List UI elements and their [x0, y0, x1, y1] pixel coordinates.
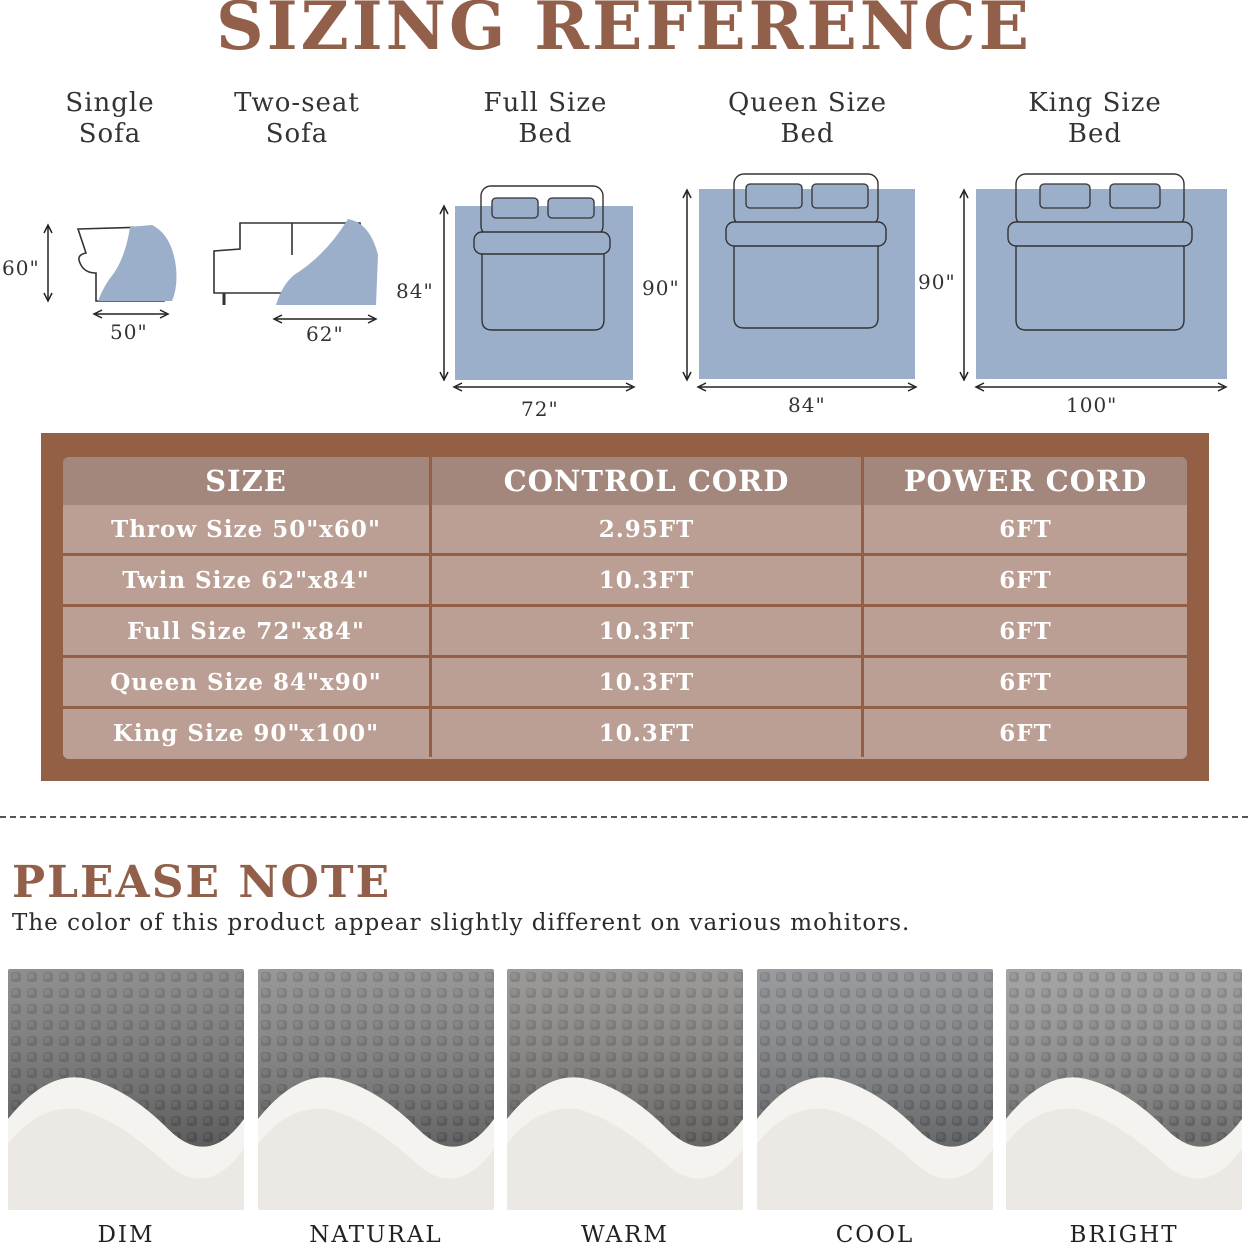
- table-cell: Throw Size 50"x60": [63, 505, 429, 553]
- table-cell: 10.3FT: [429, 709, 861, 757]
- table-cell: King Size 90"x100": [63, 709, 429, 757]
- label-single-sofa: [30, 88, 190, 150]
- swatch-label: DIM: [97, 1222, 155, 1248]
- king-bed-height: 90": [918, 270, 956, 294]
- header-power-cord: POWER CORD: [861, 457, 1187, 505]
- swatch-label: WARM: [581, 1222, 669, 1248]
- label-full-bed: [458, 88, 633, 150]
- two-seat-sofa-width: 62": [306, 322, 344, 346]
- blanket-image: [507, 969, 743, 1210]
- full-bed-height: 84": [396, 279, 434, 303]
- table-row: [63, 658, 1187, 706]
- label-line: Single: [65, 88, 155, 118]
- full-bed-icon: [430, 180, 640, 395]
- full-bed-width: 72": [521, 397, 559, 421]
- table-row: [63, 607, 1187, 655]
- swatch-dim: [8, 969, 244, 1210]
- table-cell: 2.95FT: [429, 505, 861, 553]
- table-cell: Queen Size 84"x90": [63, 658, 429, 706]
- swatch-label: BRIGHT: [1069, 1222, 1179, 1248]
- table-cell: Twin Size 62"x84": [63, 556, 429, 604]
- single-sofa-height: 60": [2, 256, 40, 280]
- table-cell: 10.3FT: [429, 556, 861, 604]
- page-title: SIZING REFERENCE: [216, 0, 1032, 65]
- swatch-cool: [757, 969, 993, 1210]
- header-size: SIZE: [63, 457, 429, 505]
- blanket-image: [1006, 969, 1242, 1210]
- label-queen-bed: [700, 88, 915, 150]
- table-cell: 6FT: [861, 658, 1187, 706]
- table-cell: 6FT: [861, 556, 1187, 604]
- size-table: [63, 457, 1187, 759]
- table-cell: 6FT: [861, 607, 1187, 655]
- label-line: Full Size: [483, 88, 608, 118]
- blanket-image: [258, 969, 494, 1210]
- king-bed-width: 100": [1066, 393, 1118, 417]
- single-sofa-width: 50": [110, 320, 148, 344]
- table-row: [63, 556, 1187, 604]
- table-cell: 10.3FT: [429, 607, 861, 655]
- label-two-seat-sofa: [212, 88, 382, 150]
- label-king-bed: [990, 88, 1200, 150]
- swatch-label: COOL: [835, 1222, 915, 1248]
- swatch-natural: [258, 969, 494, 1210]
- label-line: Sofa: [78, 119, 142, 149]
- blanket-image: [757, 969, 993, 1210]
- label-line: Two-seat: [234, 88, 360, 118]
- queen-bed-icon: [676, 172, 921, 397]
- note-text: The color of this product appear slightly different on various mohitors.: [12, 910, 911, 936]
- label-line: King Size: [1028, 88, 1162, 118]
- section-divider: [0, 816, 1248, 818]
- table-cell: 10.3FT: [429, 658, 861, 706]
- label-line: Queen Size: [727, 88, 888, 118]
- swatch-bright: [1006, 969, 1242, 1210]
- table-cell: 6FT: [861, 505, 1187, 553]
- two-seat-sofa-icon: [210, 215, 385, 330]
- queen-bed-height: 90": [642, 276, 680, 300]
- label-line: Bed: [518, 119, 573, 149]
- table-cell: 6FT: [861, 709, 1187, 757]
- label-line: Bed: [1067, 119, 1123, 149]
- label-line: Sofa: [265, 119, 329, 149]
- table-header-row: [63, 457, 1187, 505]
- swatch-label: NATURAL: [309, 1222, 443, 1248]
- single-sofa-icon: [40, 215, 190, 325]
- table-cell: Full Size 72"x84": [63, 607, 429, 655]
- blanket-image: [8, 969, 244, 1210]
- header-control-cord: CONTROL CORD: [429, 457, 861, 505]
- table-row: [63, 709, 1187, 757]
- swatch-warm: [507, 969, 743, 1210]
- table-row: [63, 505, 1187, 553]
- note-title: PLEASE NOTE: [12, 857, 392, 908]
- label-line: Bed: [780, 119, 835, 149]
- queen-bed-width: 84": [788, 393, 826, 417]
- king-bed-icon: [954, 172, 1234, 397]
